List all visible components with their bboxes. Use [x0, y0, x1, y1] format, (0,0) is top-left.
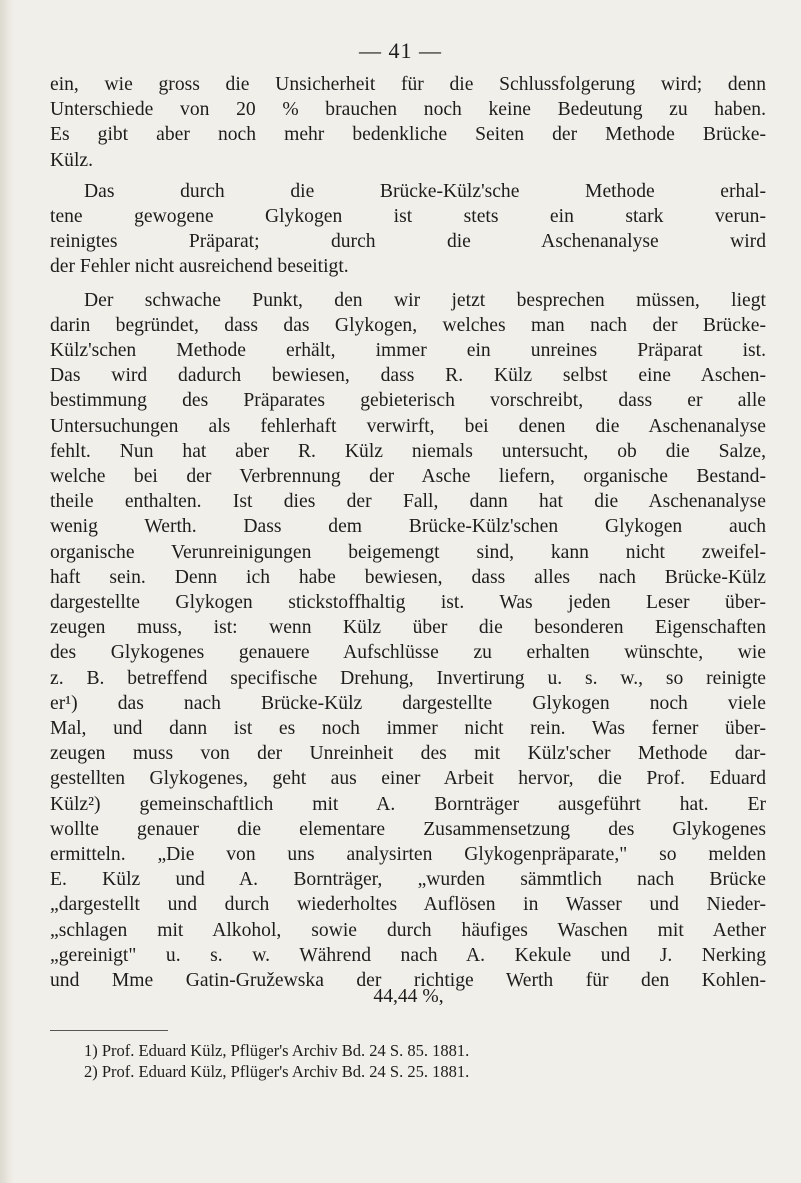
text-line: des Glykogenes genauere Aufschlüsse zu erhalten wünschte, wie — [50, 642, 766, 664]
text-line: ermitteln. „Die von uns analysirten Glykogenpräparate," so melden — [50, 844, 766, 865]
text-line: z. B. betreffend specifische Drehung, Invertirung u. s. w., so reinigte — [50, 667, 766, 689]
text-line: Mal, und dann ist es noch immer nicht rein. Was ferner über- — [50, 718, 766, 739]
text-line: darin begründet, dass das Glykogen, welches man nach der Brücke- — [50, 314, 766, 336]
formula-value: 44,44 %, — [373, 986, 444, 1007]
text-line: bestimmung des Präparates gebieterisch vorschreibt, dass er alle — [50, 390, 766, 412]
text-line: Unterschiede von 20 % brauchen noch keine Bedeutung zu haben. — [50, 99, 766, 121]
text-line: Külz. — [50, 149, 93, 171]
text-line: E. Külz und A. Bornträger, „wurden sämmtlich nach Brücke — [50, 869, 766, 891]
text-line: welche bei der Verbrennung der Asche liefern, organische Bestand- — [50, 466, 766, 487]
text-line: wenig Werth. Dass dem Brücke-Külz'schen Glykogen auch — [50, 516, 766, 538]
text-line: zeugen muss, ist: wenn Külz über die besonderen Eigenschaften — [50, 617, 766, 639]
footnote-rule — [50, 1030, 168, 1031]
text-line: dargestellte Glykogen stickstoffhaltig ist. Was jeden Leser über- — [50, 592, 766, 613]
text-line: Untersuchungen als fehlerhaft verwirft, bei denen die Aschenanalyse — [50, 415, 766, 437]
footnote: 2) Prof. Eduard Külz, Pflüger's Archiv Bd. 24 S. 25. 1881. — [84, 1062, 470, 1081]
text-line: organische Verunreinigungen beigemengt sind, kann nicht zweifel- — [50, 541, 766, 563]
text-line: Der schwache Punkt, den wir jetzt besprechen müssen, liegt — [84, 289, 766, 311]
text-line: ein, wie gross die Unsicherheit für die Schlussfolgerung wird; denn — [50, 74, 766, 95]
text-line: haft sein. Denn ich habe bewiesen, dass alles nach Brücke-Külz — [50, 566, 766, 588]
text-line: „gereinigt" u. s. w. Während nach A. Kekule und J. Nerking — [50, 944, 766, 966]
emphasis-line: der Fehler nicht ausreichend beseitigt. — [50, 256, 349, 278]
text-line: „schlagen mit Alkohol, sowie durch häufiges Waschen mit Aether — [50, 919, 766, 941]
emphasis-line: Das durch die Brücke-Külz'sche Methode erhal- — [84, 180, 766, 202]
text-line: zeugen muss von der Unreinheit des mit Külz'scher Methode dar- — [50, 743, 766, 765]
page-number: — 41 — — [359, 38, 442, 63]
emphasis-line: tene gewogene Glykogen ist stets ein stark verun- — [50, 206, 766, 227]
text-line: wollte genauer die elementare Zusammensetzung des Glykogenes — [50, 818, 766, 840]
text-line: Das wird dadurch bewiesen, dass R. Külz selbst eine Aschen- — [50, 365, 766, 387]
emphasis-line: reinigtes Präparat; durch die Aschenanalyse wird — [50, 231, 766, 253]
text-line: Es gibt aber noch mehr bedenkliche Seiten der Methode Brücke- — [50, 124, 766, 146]
footnote: 1) Prof. Eduard Külz, Pflüger's Archiv Bd. 24 S. 85. 1881. — [84, 1041, 470, 1060]
text-line: fehlt. Nun hat aber R. Külz niemals untersucht, ob die Salze, — [50, 440, 766, 462]
text-line: und Mme Gatin-Gružewska der richtige Werth für den Kohlen- — [50, 970, 766, 991]
text-line: Külz²) gemeinschaftlich mit A. Bornträger ausgeführt hat. Er — [50, 793, 766, 815]
text-line: Külz'schen Methode erhält, immer ein unreines Präparat ist. — [50, 340, 766, 361]
text-line: gestellten Glykogenes, geht aus einer Arbeit hervor, die Prof. Eduard — [50, 768, 766, 790]
text-line: theile enthalten. Ist dies der Fall, dann hat die Aschenanalyse — [50, 491, 766, 513]
text-line: er¹) das nach Brücke-Külz dargestellte Glykogen noch viele — [50, 692, 766, 714]
text-line: „dargestellt und durch wiederholtes Auflösen in Wasser und Nieder- — [50, 894, 766, 916]
